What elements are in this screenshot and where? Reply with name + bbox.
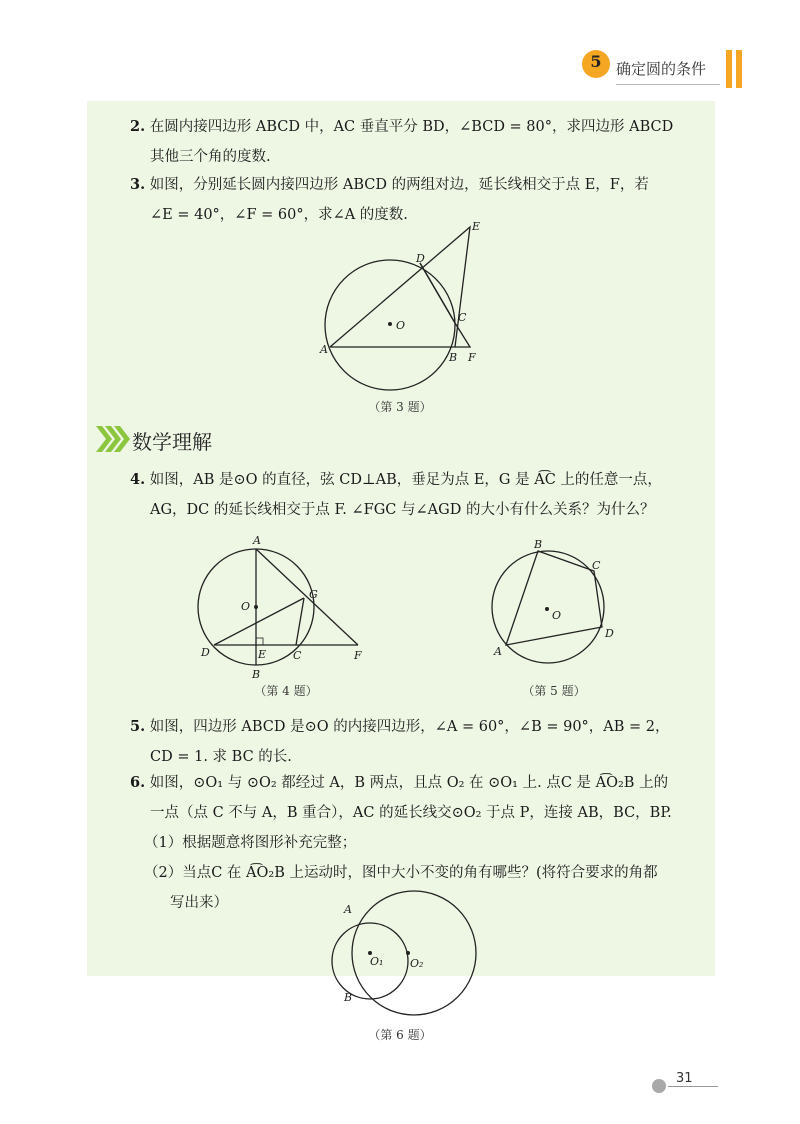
point-label: A: [494, 645, 502, 658]
sub-question-2: （2）当点C 在 A͡O₂B 上运动时，图中大小不变的角有哪些？(将符合要求的角都: [144, 865, 658, 881]
point-label: A: [320, 343, 328, 356]
problem-number: 2.: [130, 118, 146, 135]
point-label: C: [293, 649, 302, 662]
point-label: O: [396, 319, 406, 332]
chapter-title: 确定圆的条件: [616, 60, 707, 78]
point-label: D: [201, 646, 210, 659]
problem-5: [130, 712, 710, 772]
point-label: O: [241, 600, 251, 613]
figure-3-caption: （第 3 题）: [368, 400, 432, 414]
figure-5-caption: （第 5 题）: [522, 684, 586, 698]
page-number-line: [668, 1086, 718, 1087]
figure-5: [484, 535, 624, 665]
figure-6: [326, 885, 486, 1020]
problem-text: ∠E = 40°，∠F = 60°，求∠A 的度数.: [150, 207, 408, 223]
point-label: G: [309, 588, 318, 601]
point-label: A: [344, 903, 352, 916]
section-title: 数学理解: [132, 430, 212, 454]
point-label: C: [458, 311, 467, 324]
point-label: O: [552, 609, 562, 622]
page-number: 31: [676, 1071, 693, 1086]
point-label: B: [534, 538, 543, 551]
problem-number: 3.: [130, 176, 146, 193]
sub-question-2-cont: 写出来）: [170, 895, 228, 911]
problem-text: 一点（点 C 不与 A，B 重合），AC 的延长线交⊙O₂ 于点 P，连接 AB，BC，BP.: [150, 805, 672, 821]
problem-text: AG，DC 的延长线相交于点 F. ∠FGC 与∠AGD 的大小有什么关系？为什么？: [150, 502, 655, 518]
problem-text: CD = 1. 求 BC 的长.: [150, 749, 292, 765]
chapter-header: [560, 46, 800, 90]
problem-text: 如图，分别延长圆内接四边形 ABCD 的两组对边，延长线相交于点 E，F，若: [149, 177, 649, 193]
problem-number: 6.: [130, 774, 146, 791]
chapter-number-badge: 5: [582, 50, 610, 78]
problem-text: 在圆内接四边形 ABCD 中，AC 垂直平分 BD，∠BCD = 80°，求四边形 ABCD: [149, 119, 674, 135]
figure-4-caption: （第 4 题）: [254, 684, 318, 698]
problem-4: [130, 465, 710, 525]
sub-question-1: （1）根据题意将图形补充完整；: [144, 835, 357, 851]
problem-text: 如图，⊙O₁ 与 ⊙O₂ 都经过 A，B 两点，且点 O₂ 在 ⊙O₁ 上. 点C 是 A͡O₂B 上的: [149, 775, 669, 791]
point-label: A: [253, 534, 261, 547]
point-label: E: [258, 648, 267, 661]
header-accent-bar: [736, 50, 742, 88]
point-label: O₂: [410, 957, 424, 970]
figure-3: [310, 215, 500, 395]
point-label: C: [592, 559, 601, 572]
figure-6-caption: （第 6 题）: [368, 1028, 432, 1042]
problem-2: [130, 112, 710, 172]
point-label: B: [449, 351, 458, 364]
point-label: O₁: [370, 955, 384, 968]
point-label: F: [468, 351, 476, 364]
point-label: F: [354, 649, 362, 662]
point-label: E: [472, 220, 481, 233]
header-accent-bar: [726, 50, 732, 88]
problem-text: 其他三个角的度数.: [150, 149, 271, 165]
problem-text: 如图，AB 是⊙O 的直径，弦 CD⊥AB，垂足为点 E，G 是 A͡C 上的任意一点，: [149, 472, 662, 488]
figure-4: [196, 532, 376, 682]
chevrons-icon: [96, 422, 130, 456]
header-divider: [616, 84, 720, 85]
point-label: B: [344, 991, 353, 1004]
problem-number: 4.: [130, 471, 146, 488]
point-label: D: [416, 252, 425, 265]
problem-text: 如图，四边形 ABCD 是⊙O 的内接四边形，∠A = 60°，∠B = 90°，AB = 2，: [149, 719, 670, 735]
problem-number: 5.: [130, 718, 146, 735]
point-label: D: [605, 627, 614, 640]
point-label: B: [252, 668, 261, 681]
page-number-dot: [652, 1079, 666, 1093]
